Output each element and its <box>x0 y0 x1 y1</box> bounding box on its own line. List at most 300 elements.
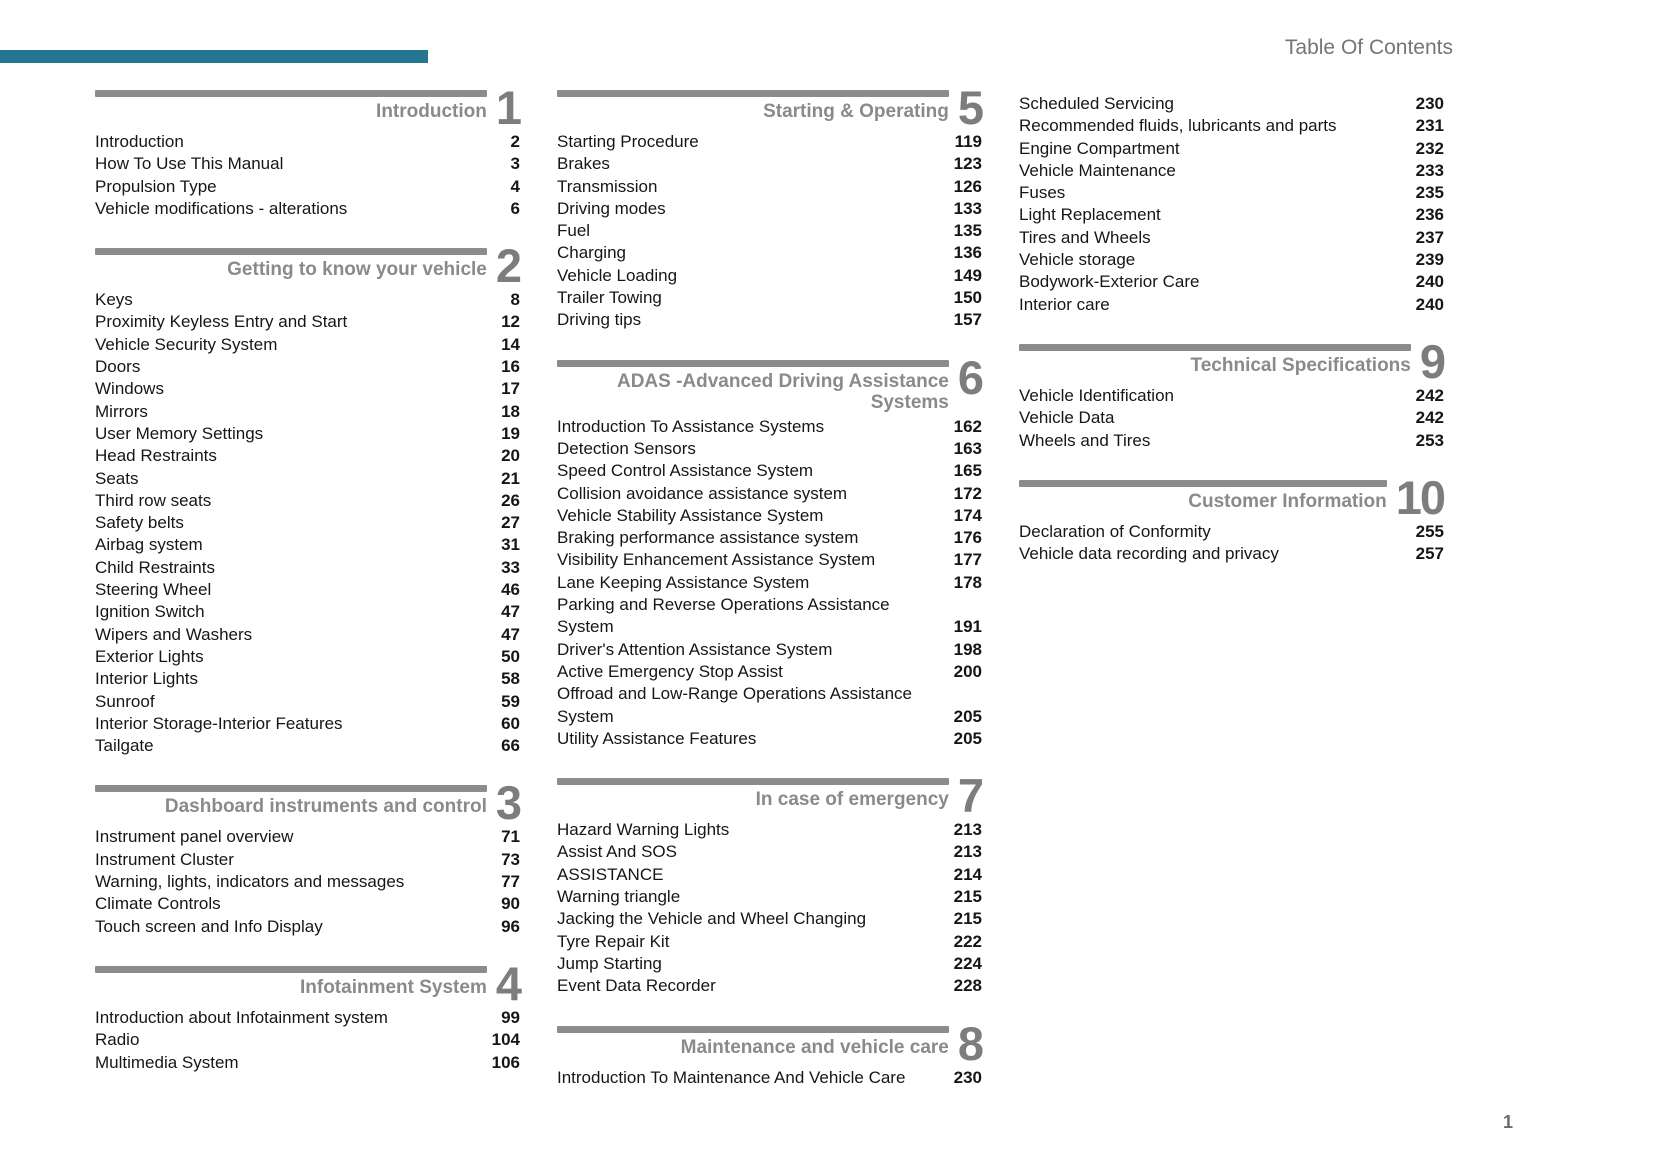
entry-label: Airbag system <box>95 535 203 555</box>
toc-entry <box>1019 385 1444 407</box>
section-rule <box>557 778 949 785</box>
toc-entry <box>557 639 982 661</box>
entry-page-number: 253 <box>1415 430 1444 450</box>
section-header <box>557 769 982 823</box>
toc-entry <box>95 334 520 356</box>
entry-label: Windows <box>95 379 164 399</box>
section-number: 1 <box>495 81 520 134</box>
entry-label: How To Use This Manual <box>95 154 284 174</box>
entry-page-number: 200 <box>953 661 982 681</box>
toc-entry <box>557 908 982 930</box>
section-header-left <box>1019 344 1411 376</box>
page-title: Table Of Contents <box>1284 36 1453 59</box>
toc-entry <box>1019 249 1444 271</box>
entry-label: Driving modes <box>557 198 666 218</box>
entry-page-number: 230 <box>953 1067 982 1087</box>
entry-page-number: 172 <box>953 483 982 503</box>
entry-label: Instrument Cluster <box>95 849 234 869</box>
toc-entry <box>95 871 520 893</box>
entry-page-number: 47 <box>501 602 520 622</box>
entry-page-number: 136 <box>953 243 982 263</box>
entry-label: Seats <box>95 468 139 488</box>
section-entries <box>1019 521 1444 566</box>
entry-page-number: 233 <box>1415 160 1444 180</box>
entry-page-number: 232 <box>1415 138 1444 158</box>
toc-column-3 <box>1019 90 1444 565</box>
entry-label: Event Data Recorder <box>557 976 716 996</box>
toc-column-2 <box>557 81 982 1089</box>
toc-entry <box>557 131 982 153</box>
section-header-left <box>95 966 487 998</box>
entry-label: Jump Starting <box>557 953 662 973</box>
toc-entry <box>557 460 982 482</box>
section-title: Starting & Operating <box>763 101 949 122</box>
entry-page-number: 2 <box>510 132 520 151</box>
entry-label: Touch screen and Info Display <box>95 916 323 936</box>
entry-label: Proximity Keyless Entry and Start <box>95 312 348 332</box>
entry-page-number: 50 <box>501 646 520 666</box>
toc-entry <box>557 975 982 997</box>
entry-page-number: 149 <box>953 265 982 285</box>
toc-entry <box>1019 271 1444 293</box>
section-header-left <box>1019 480 1387 512</box>
toc-entry <box>557 265 982 287</box>
section-number: 5 <box>957 81 982 134</box>
entry-page-number: 73 <box>501 849 520 869</box>
entry-label: Interior care <box>1019 294 1110 314</box>
toc-entry <box>95 826 520 848</box>
entry-page-number: 163 <box>953 438 982 458</box>
section-entries <box>1019 93 1444 316</box>
toc-entry <box>557 527 982 549</box>
section-number: 9 <box>1419 334 1444 388</box>
entry-label: Climate Controls <box>95 894 221 914</box>
entry-label: Fuses <box>1019 183 1066 203</box>
section-rule <box>557 90 949 97</box>
entry-label: Wheels and Tires <box>1019 430 1151 450</box>
entry-page-number: 205 <box>953 728 982 748</box>
toc-entry <box>1019 160 1444 182</box>
section-rule <box>557 1026 949 1033</box>
entry-page-number: 12 <box>501 312 520 332</box>
section-title: Infotainment System <box>299 976 487 998</box>
section-title: Dashboard instruments and control <box>164 796 487 818</box>
toc-entry <box>1019 138 1444 160</box>
entry-page-number: 165 <box>953 461 982 481</box>
section-title: ADAS -Advanced Driving Assistance Systems <box>616 370 949 413</box>
toc-entry <box>1019 115 1444 137</box>
entry-label: User Memory Settings <box>95 423 264 443</box>
entry-page-number: 133 <box>953 198 982 218</box>
entry-label: Tyre Repair Kit <box>557 931 670 951</box>
toc-entry <box>557 242 982 264</box>
entry-label: Recommended fluids, lubricants and parts <box>1019 116 1337 136</box>
entry-label: Transmission <box>557 176 658 196</box>
entry-label: Declaration of Conformity <box>1019 521 1211 541</box>
section-title: Technical Specifications <box>1190 354 1411 376</box>
toc-entry <box>95 534 520 556</box>
entry-page-number: 239 <box>1415 250 1444 270</box>
section-number: 8 <box>957 1016 982 1070</box>
entry-label: Mirrors <box>95 401 148 421</box>
toc-entry <box>95 579 520 601</box>
toc-entry <box>557 661 982 683</box>
toc-entry <box>95 423 520 445</box>
entry-label: Bodywork-Exterior Care <box>1019 272 1200 292</box>
entry-page-number: 119 <box>954 132 982 151</box>
entry-label: Warning, lights, indicators and messages <box>95 872 405 892</box>
entry-page-number: 90 <box>501 894 520 914</box>
toc-entry <box>557 594 982 639</box>
entry-page-number: 20 <box>501 446 520 466</box>
section-entries <box>557 416 982 750</box>
section-header-left <box>557 778 949 810</box>
entry-label: Tires and Wheels <box>1019 227 1151 247</box>
section-1 <box>95 81 520 220</box>
toc-entry <box>1019 182 1444 204</box>
toc-entry <box>95 490 520 512</box>
entry-label: Vehicle Data <box>1019 408 1115 428</box>
entry-label: Introduction To Maintenance And Vehicle Care <box>557 1067 906 1087</box>
section-title: In case of emergency <box>755 789 949 811</box>
entry-label: Lane Keeping Assistance System <box>557 572 810 592</box>
toc-entry <box>95 849 520 871</box>
entry-label: Vehicle Loading <box>557 265 678 285</box>
section-number: 7 <box>957 769 982 823</box>
toc-entry <box>557 220 982 242</box>
entry-label: Visibility Enhancement Assistance System <box>557 550 876 570</box>
section-header-left <box>95 248 487 280</box>
entry-page-number: 214 <box>953 864 982 884</box>
entry-label: Trailer Towing <box>557 288 662 308</box>
section-header-left <box>557 360 949 413</box>
section-header <box>95 776 520 830</box>
section-header-left <box>557 1026 949 1058</box>
section-header <box>557 350 982 413</box>
section-header-left <box>95 90 487 122</box>
toc-entry <box>95 735 520 757</box>
section-2 <box>95 239 520 757</box>
section-rule <box>95 90 487 97</box>
section-continued <box>1019 93 1444 316</box>
section-entries <box>557 1067 982 1089</box>
toc-entry <box>557 728 982 750</box>
entry-page-number: 126 <box>953 176 982 196</box>
toc-entry <box>1019 227 1444 249</box>
toc-entry <box>95 468 520 490</box>
entry-page-number: 66 <box>501 736 520 756</box>
section-header <box>557 1016 982 1070</box>
section-number: 2 <box>495 239 520 293</box>
entry-label: Vehicle data recording and privacy <box>1019 544 1279 564</box>
toc-entry <box>95 445 520 467</box>
entry-label: Active Emergency Stop Assist <box>557 661 783 681</box>
toc-entry <box>557 176 982 198</box>
entry-label: Doors <box>95 357 141 377</box>
toc-entry <box>557 886 982 908</box>
toc-entry <box>95 512 520 534</box>
entry-page-number: 106 <box>491 1052 520 1072</box>
entry-page-number: 235 <box>1415 183 1444 203</box>
entry-page-number: 31 <box>501 535 520 555</box>
section-header <box>1019 470 1444 524</box>
entry-label: Jacking the Vehicle and Wheel Changing <box>557 909 867 929</box>
entry-label: Parking and Reverse Operations Assistance System <box>557 595 890 637</box>
toc-column-1 <box>95 81 520 1074</box>
toc-entry <box>557 683 982 728</box>
entry-label: Introduction about Infotainment system <box>95 1007 388 1027</box>
toc-columns <box>95 81 1444 1089</box>
section-header-left <box>95 785 487 817</box>
entry-page-number: 16 <box>501 357 520 377</box>
section-4 <box>95 956 520 1074</box>
toc-entry <box>557 483 982 505</box>
entry-label: Radio <box>95 1030 140 1050</box>
toc-entry <box>95 916 520 938</box>
entry-page-number: 96 <box>501 916 520 936</box>
section-rule <box>557 360 949 367</box>
toc-entry <box>1019 430 1444 452</box>
toc-entry <box>557 438 982 460</box>
toc-entry <box>557 864 982 886</box>
section-entries <box>95 1007 520 1074</box>
entry-page-number: 150 <box>953 288 982 308</box>
entry-label: Vehicle Security System <box>95 334 278 354</box>
entry-page-number: 176 <box>953 528 982 548</box>
entry-page-number: 27 <box>501 513 520 533</box>
entry-label: ASSISTANCE <box>557 864 664 884</box>
toc-entry <box>557 198 982 220</box>
entry-page-number: 4 <box>510 176 520 196</box>
entry-label: Interior Storage-Interior Features <box>95 713 343 733</box>
toc-entry <box>557 953 982 975</box>
toc-entry <box>95 893 520 915</box>
toc-entry <box>95 691 520 713</box>
entry-page-number: 46 <box>501 580 520 600</box>
toc-entry <box>557 819 982 841</box>
entry-label: Utility Assistance Features <box>557 728 757 748</box>
section-title: Introduction <box>376 101 487 122</box>
entry-page-number: 157 <box>953 310 982 330</box>
section-entries <box>1019 385 1444 452</box>
toc-entry <box>95 557 520 579</box>
toc-entry <box>95 1007 520 1029</box>
toc-entry <box>95 131 520 153</box>
entry-page-number: 213 <box>953 842 982 862</box>
entry-page-number: 19 <box>501 423 520 443</box>
section-8 <box>557 1016 982 1089</box>
entry-page-number: 240 <box>1415 272 1444 292</box>
entry-page-number: 21 <box>501 468 520 488</box>
toc-entry <box>557 931 982 953</box>
entry-page-number: 174 <box>953 505 982 525</box>
section-header <box>557 81 982 134</box>
section-header-left <box>557 90 949 122</box>
entry-page-number: 14 <box>501 334 520 354</box>
entry-label: Ignition Switch <box>95 602 205 622</box>
entry-label: Vehicle Stability Assistance System <box>557 505 824 525</box>
section-rule <box>95 966 487 973</box>
entry-page-number: 191 <box>953 617 982 637</box>
entry-label: Driving tips <box>557 310 642 330</box>
entry-label: Third row seats <box>95 490 212 510</box>
section-10 <box>1019 470 1444 566</box>
entry-label: Starting Procedure <box>557 132 699 151</box>
entry-label: Child Restraints <box>95 557 215 577</box>
section-rule <box>95 248 487 255</box>
section-title: Customer Information <box>1188 490 1387 512</box>
entry-page-number: 237 <box>1415 227 1444 247</box>
entry-label: Warning triangle <box>557 887 681 907</box>
section-header <box>95 956 520 1010</box>
toc-entry <box>95 668 520 690</box>
section-3 <box>95 776 520 937</box>
entry-page-number: 18 <box>501 401 520 421</box>
toc-entry <box>557 416 982 438</box>
entry-label: Engine Compartment <box>1019 138 1180 158</box>
toc-entry <box>95 311 520 333</box>
entry-label: Assist And SOS <box>557 842 677 862</box>
entry-page-number: 77 <box>501 872 520 892</box>
toc-entry <box>557 309 982 331</box>
section-header <box>95 239 520 293</box>
toc-entry <box>1019 521 1444 543</box>
entry-label: Propulsion Type <box>95 176 217 196</box>
section-9 <box>1019 334 1444 452</box>
section-header <box>1019 334 1444 388</box>
section-title: Maintenance and vehicle care <box>680 1036 949 1058</box>
entry-page-number: 58 <box>501 669 520 689</box>
entry-page-number: 242 <box>1415 408 1444 428</box>
entry-page-number: 33 <box>501 557 520 577</box>
section-number: 10 <box>1395 470 1444 524</box>
entry-label: Instrument panel overview <box>95 827 294 847</box>
entry-label: Sunroof <box>95 691 155 711</box>
entry-label: Speed Control Assistance System <box>557 461 814 481</box>
toc-entry <box>557 287 982 309</box>
toc-entry <box>557 1067 982 1089</box>
entry-label: Tailgate <box>95 736 154 756</box>
toc-entry <box>557 572 982 594</box>
entry-label: Vehicle Maintenance <box>1019 160 1176 180</box>
entry-page-number: 257 <box>1415 544 1444 564</box>
entry-page-number: 99 <box>501 1007 520 1027</box>
section-entries <box>557 819 982 997</box>
entry-page-number: 224 <box>953 953 982 973</box>
toc-entry <box>95 624 520 646</box>
entry-page-number: 177 <box>953 550 982 570</box>
toc-entry <box>1019 93 1444 115</box>
entry-page-number: 228 <box>953 976 982 996</box>
entry-label: Offroad and Low-Range Operations Assistance System <box>557 684 913 726</box>
section-number: 3 <box>495 776 520 830</box>
section-header <box>95 81 520 134</box>
entry-page-number: 3 <box>510 154 520 174</box>
entry-page-number: 222 <box>953 931 982 951</box>
section-entries <box>95 826 520 937</box>
entry-page-number: 236 <box>1415 205 1444 225</box>
entry-label: Head Restraints <box>95 446 217 466</box>
toc-entry <box>95 153 520 175</box>
entry-page-number: 178 <box>953 572 982 592</box>
entry-label: Brakes <box>557 154 610 174</box>
entry-label: Vehicle Identification <box>1019 385 1174 405</box>
entry-label: Hazard Warning Lights <box>557 820 730 840</box>
entry-label: Steering Wheel <box>95 580 212 600</box>
entry-page-number: 215 <box>953 887 982 907</box>
toc-entry <box>557 153 982 175</box>
toc-entry <box>1019 204 1444 226</box>
entry-label: Keys <box>95 290 133 310</box>
entry-label: Vehicle storage <box>1019 250 1136 270</box>
toc-entry <box>557 549 982 571</box>
page-number: 1 <box>1502 1112 1513 1132</box>
entry-label: Introduction <box>95 132 184 151</box>
section-title: Getting to know your vehicle <box>227 259 487 281</box>
entry-page-number: 71 <box>501 827 520 847</box>
entry-page-number: 255 <box>1415 521 1444 541</box>
toc-entry <box>95 198 520 220</box>
entry-label: Fuel <box>557 221 591 241</box>
entry-label: Safety belts <box>95 513 184 533</box>
toc-entry <box>95 289 520 311</box>
entry-page-number: 215 <box>953 909 982 929</box>
entry-page-number: 17 <box>501 379 520 399</box>
section-entries <box>95 131 520 220</box>
toc-entry <box>95 1029 520 1051</box>
entry-page-number: 8 <box>510 290 520 310</box>
entry-page-number: 230 <box>1415 94 1444 113</box>
entry-label: Wipers and Washers <box>95 624 253 644</box>
section-rule <box>1019 480 1387 487</box>
toc-entry <box>1019 543 1444 565</box>
entry-label: Exterior Lights <box>95 646 204 666</box>
entry-page-number: 59 <box>501 691 520 711</box>
section-number: 6 <box>957 350 982 404</box>
section-rule <box>95 785 487 792</box>
section-5 <box>557 81 982 332</box>
toc-entry <box>95 646 520 668</box>
section-number: 4 <box>495 956 520 1010</box>
entry-label: Introduction To Assistance Systems <box>557 416 825 436</box>
entry-label: Braking performance assistance system <box>557 528 859 548</box>
entry-label: Vehicle modifications - alterations <box>95 198 348 218</box>
toc-entry <box>557 505 982 527</box>
entry-label: Scheduled Servicing <box>1019 94 1174 113</box>
entry-label: Detection Sensors <box>557 438 696 458</box>
toc-entry <box>95 176 520 198</box>
section-7 <box>557 769 982 997</box>
entry-page-number: 198 <box>953 639 982 659</box>
toc-entry <box>557 841 982 863</box>
entry-label: Multimedia System <box>95 1052 239 1072</box>
entry-label: Charging <box>557 243 626 263</box>
toc-entry <box>1019 407 1444 429</box>
entry-page-number: 162 <box>953 416 982 436</box>
entry-label: Driver's Attention Assistance System <box>557 639 833 659</box>
section-rule <box>1019 344 1411 351</box>
entry-page-number: 6 <box>510 198 520 218</box>
entry-label: Collision avoidance assistance system <box>557 483 848 503</box>
toc-entry <box>95 401 520 423</box>
entry-page-number: 26 <box>501 490 520 510</box>
entry-page-number: 123 <box>953 154 982 174</box>
toc-entry <box>95 601 520 623</box>
entry-page-number: 60 <box>501 713 520 733</box>
entry-page-number: 205 <box>953 706 982 726</box>
toc-entry <box>95 378 520 400</box>
toc-entry <box>1019 294 1444 316</box>
